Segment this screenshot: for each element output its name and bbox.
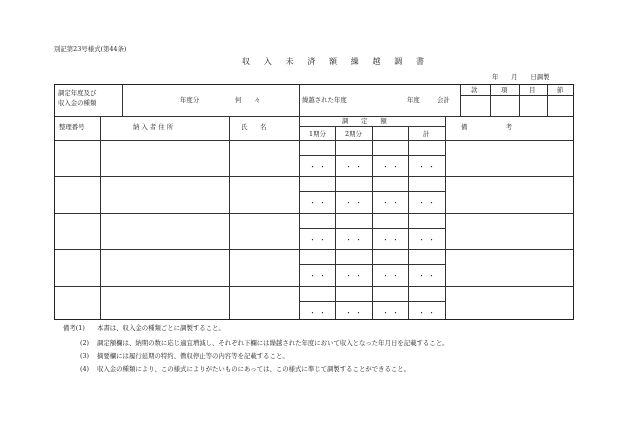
date-placeholder: ・・ bbox=[345, 163, 365, 171]
col-period1: 1期分 bbox=[309, 130, 326, 138]
amount-date-line bbox=[299, 264, 445, 265]
date-placeholder: ・・ bbox=[345, 199, 365, 208]
date-placeholder: ・・ bbox=[382, 272, 402, 281]
revenue-type-placeholder: 何 々 bbox=[235, 96, 261, 104]
budget-label-line bbox=[460, 95, 574, 96]
col-number: 整理番号 bbox=[59, 123, 85, 131]
amount-date-line bbox=[299, 228, 445, 229]
date-placeholder: ・・ bbox=[418, 163, 438, 171]
note-text: 本書は、収入金の種類ごとに調製すること。 bbox=[97, 324, 225, 332]
date-placeholder: ・・ bbox=[382, 235, 402, 244]
col-period2: 2期分 bbox=[345, 130, 362, 138]
col-line-2 bbox=[229, 116, 230, 319]
column-header-bottom bbox=[55, 140, 573, 141]
header-line-10 bbox=[519, 85, 520, 116]
note-label: (4) bbox=[80, 365, 90, 373]
row-divider bbox=[55, 286, 573, 287]
date-placeholder: ・・ bbox=[382, 163, 402, 171]
amount-date-line bbox=[299, 301, 445, 302]
date-placeholder: ・・ bbox=[345, 272, 365, 281]
header-line-8 bbox=[460, 85, 461, 116]
budget-setsu: 節 bbox=[557, 86, 564, 94]
date-placeholder: ・・ bbox=[309, 272, 329, 281]
date-placeholder: ・・ bbox=[309, 308, 329, 317]
col-total: 計 bbox=[423, 130, 430, 138]
date-placeholder: ・・ bbox=[345, 235, 365, 244]
year-label: 年度分 bbox=[180, 96, 200, 104]
col-line-7 bbox=[445, 116, 446, 319]
row-divider bbox=[55, 176, 573, 177]
preparation-date: 年 月 日調製 bbox=[492, 73, 550, 81]
date-placeholder: ・・ bbox=[309, 199, 329, 208]
date-placeholder: ・・ bbox=[382, 308, 402, 317]
date-placeholder: ・・ bbox=[418, 235, 438, 244]
amount-date-line bbox=[299, 155, 445, 156]
col-name: 氏 名 bbox=[241, 123, 267, 131]
row-divider bbox=[55, 213, 573, 214]
col-address: 納 入 者 住 所 bbox=[133, 123, 174, 131]
col-line-1 bbox=[100, 116, 101, 319]
date-placeholder: ・・ bbox=[309, 163, 329, 171]
date-placeholder: ・・ bbox=[418, 308, 438, 317]
note-text: 収入金の種類により、この様式によりがたいものにあっては、この様式に準じて調製することができること。 bbox=[97, 365, 411, 373]
budget-kou: 項 bbox=[501, 86, 508, 94]
row-divider bbox=[55, 249, 573, 250]
note-text: 調定額欄は、納期の数に応じ適宜増減し、それぞれ下欄には繰越された年度において収入となった年月日を記載すること。 bbox=[97, 339, 449, 347]
budget-kan: 款 bbox=[471, 86, 478, 94]
amount-date-line bbox=[299, 191, 445, 192]
header-divider bbox=[55, 116, 573, 117]
form-number: 別記第23号様式(第44条) bbox=[54, 45, 127, 53]
col-amount: 調 定 額 bbox=[342, 117, 387, 125]
col-line-3 bbox=[299, 85, 300, 319]
date-placeholder: ・・ bbox=[418, 272, 438, 281]
document-title: 収 入 未 済 額 繰 越 調 書 bbox=[242, 57, 430, 66]
account-label: 会計 bbox=[437, 96, 450, 104]
carried-year-label: 繰越された年度 bbox=[302, 96, 347, 104]
date-placeholder: ・・ bbox=[309, 235, 329, 244]
note-text: 摘要欄には履行延期の特約、徴収停止等の内容等を記載すること。 bbox=[97, 352, 289, 360]
header-line-11 bbox=[547, 85, 548, 116]
year-type-label-2: 収入金の種類 bbox=[58, 99, 97, 107]
date-placeholder: ・・ bbox=[418, 199, 438, 208]
header-line-9 bbox=[490, 85, 491, 116]
note-label: (2) bbox=[80, 339, 90, 347]
year-label-2: 年度 bbox=[407, 96, 420, 104]
date-placeholder: ・・ bbox=[345, 308, 365, 317]
form-table bbox=[54, 84, 574, 320]
year-type-label-1: 調定年度及び bbox=[58, 89, 97, 97]
date-placeholder: ・・ bbox=[382, 199, 402, 208]
note-label: 備考(1) bbox=[63, 324, 85, 332]
header-line-1 bbox=[122, 85, 123, 116]
note-label: (3) bbox=[80, 352, 90, 360]
col-remarks: 備 考 bbox=[461, 123, 513, 131]
budget-moku: 目 bbox=[529, 86, 536, 94]
